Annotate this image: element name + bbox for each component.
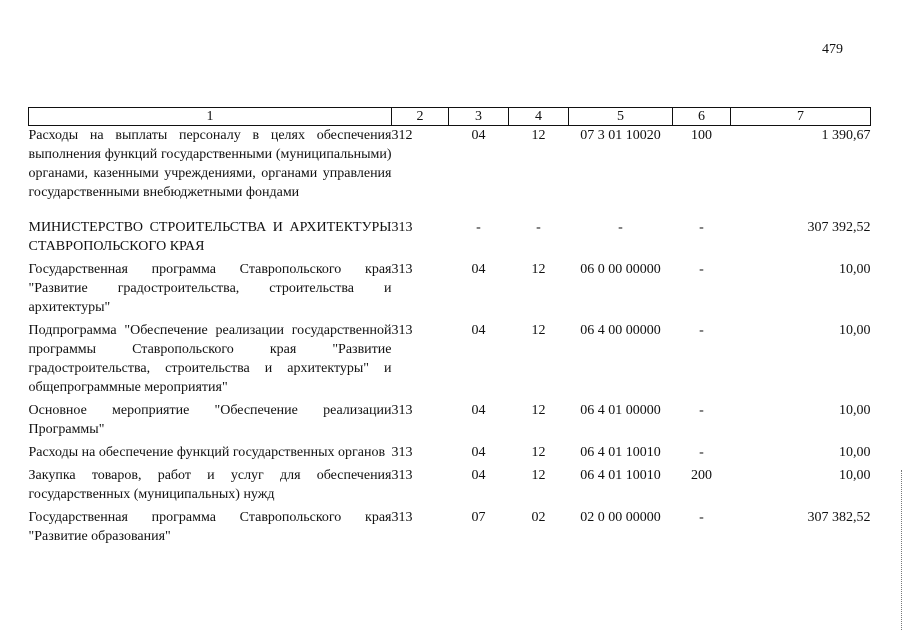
table-row — [29, 466, 871, 508]
header-col-5: 5 — [569, 108, 673, 126]
row-ministry-code: 313 — [391, 445, 413, 460]
header-col-3: 3 — [449, 108, 509, 126]
row-ministry-code: 313 — [391, 220, 413, 235]
budget-table — [28, 107, 871, 550]
row-amount: 1 390,67 — [821, 128, 871, 143]
row-target-code: 06 0 00 00000 — [580, 262, 661, 277]
row-target-code: - — [618, 220, 623, 235]
table-row — [29, 260, 871, 321]
row-target-code: 06 4 01 10010 — [580, 468, 661, 483]
table-row — [29, 443, 871, 466]
row-expense-type: - — [699, 323, 704, 338]
row-subsection: 12 — [531, 262, 546, 277]
row-target-code: 06 4 01 00000 — [580, 403, 661, 418]
row-subsection: - — [536, 220, 541, 235]
row-ministry-code: 313 — [391, 403, 413, 418]
row-description: Государственная программа Ставропольского края "Развитие градостроительства, строительства и архитектуры" — [28, 262, 392, 315]
row-description: Расходы на выплаты персоналу в целях обеспечения выполнения функций государственными (муниципальными) органами, казенными учреждениями, органами управления государственными внебюджетными фондами — [28, 128, 392, 200]
header-col-6: 6 — [673, 108, 731, 126]
header-row — [29, 108, 871, 126]
row-target-code: 06 4 00 00000 — [580, 323, 661, 338]
scan-edge-marks — [901, 470, 905, 630]
header-col-2: 2 — [392, 108, 449, 126]
header-col-4: 4 — [509, 108, 569, 126]
row-expense-type: 100 — [691, 128, 712, 143]
row-target-code: 06 4 01 10010 — [580, 445, 661, 460]
row-amount: 10,00 — [839, 323, 871, 338]
row-description: Подпрограмма "Обеспечение реализации государственной программы Ставропольского края "Развитие градостроительства, строительства и архитектуры" и общепрограммные мероприятия" — [28, 323, 392, 395]
row-expense-type: - — [699, 262, 704, 277]
row-expense-type: - — [699, 445, 704, 460]
row-section: 04 — [471, 323, 486, 338]
row-ministry-code: 313 — [391, 510, 413, 525]
row-ministry-code: 313 — [391, 468, 413, 483]
row-ministry-code: 312 — [391, 128, 413, 143]
row-section: - — [476, 220, 481, 235]
row-amount: 10,00 — [839, 468, 871, 483]
table-row — [29, 126, 871, 207]
row-amount: 307 392,52 — [807, 220, 871, 235]
header-col-7: 7 — [731, 108, 871, 126]
row-subsection: 12 — [531, 128, 546, 143]
row-amount: 307 382,52 — [807, 510, 871, 525]
table-row — [29, 401, 871, 443]
row-section: 04 — [471, 445, 486, 460]
row-amount: 10,00 — [839, 262, 871, 277]
row-expense-type: 200 — [691, 468, 712, 483]
row-section: 07 — [471, 510, 486, 525]
row-ministry-code: 313 — [391, 323, 413, 338]
row-subsection: 12 — [531, 468, 546, 483]
row-subsection: 12 — [531, 323, 546, 338]
row-description: Закупка товаров, работ и услуг для обеспечения государственных (муниципальных) нужд — [28, 468, 392, 502]
row-subsection: 02 — [531, 510, 546, 525]
header-col-1: 1 — [29, 108, 392, 126]
row-target-code: 07 3 01 10020 — [580, 128, 661, 143]
row-description: МИНИСТЕРСТВО СТРОИТЕЛЬСТВА И АРХИТЕКТУРЫ СТАВРОПОЛЬСКОГО КРАЯ — [28, 220, 392, 254]
row-ministry-code: 313 — [391, 262, 413, 277]
row-description: Расходы на обеспечение функций государственных органов — [28, 445, 386, 460]
table-row — [29, 508, 871, 550]
page-number: 479 — [822, 42, 843, 57]
table-row — [29, 206, 871, 260]
row-amount: 10,00 — [839, 445, 871, 460]
row-section: 04 — [471, 468, 486, 483]
row-expense-type: - — [699, 220, 704, 235]
row-description: Государственная программа Ставропольского края "Развитие образования" — [28, 510, 392, 544]
row-expense-type: - — [699, 510, 704, 525]
row-section: 04 — [471, 128, 486, 143]
row-section: 04 — [471, 262, 486, 277]
table-row — [29, 321, 871, 401]
row-section: 04 — [471, 403, 486, 418]
row-expense-type: - — [699, 403, 704, 418]
row-subsection: 12 — [531, 445, 546, 460]
row-subsection: 12 — [531, 403, 546, 418]
row-amount: 10,00 — [839, 403, 871, 418]
row-target-code: 02 0 00 00000 — [580, 510, 661, 525]
row-description: Основное мероприятие "Обеспечение реализации Программы" — [28, 403, 392, 437]
